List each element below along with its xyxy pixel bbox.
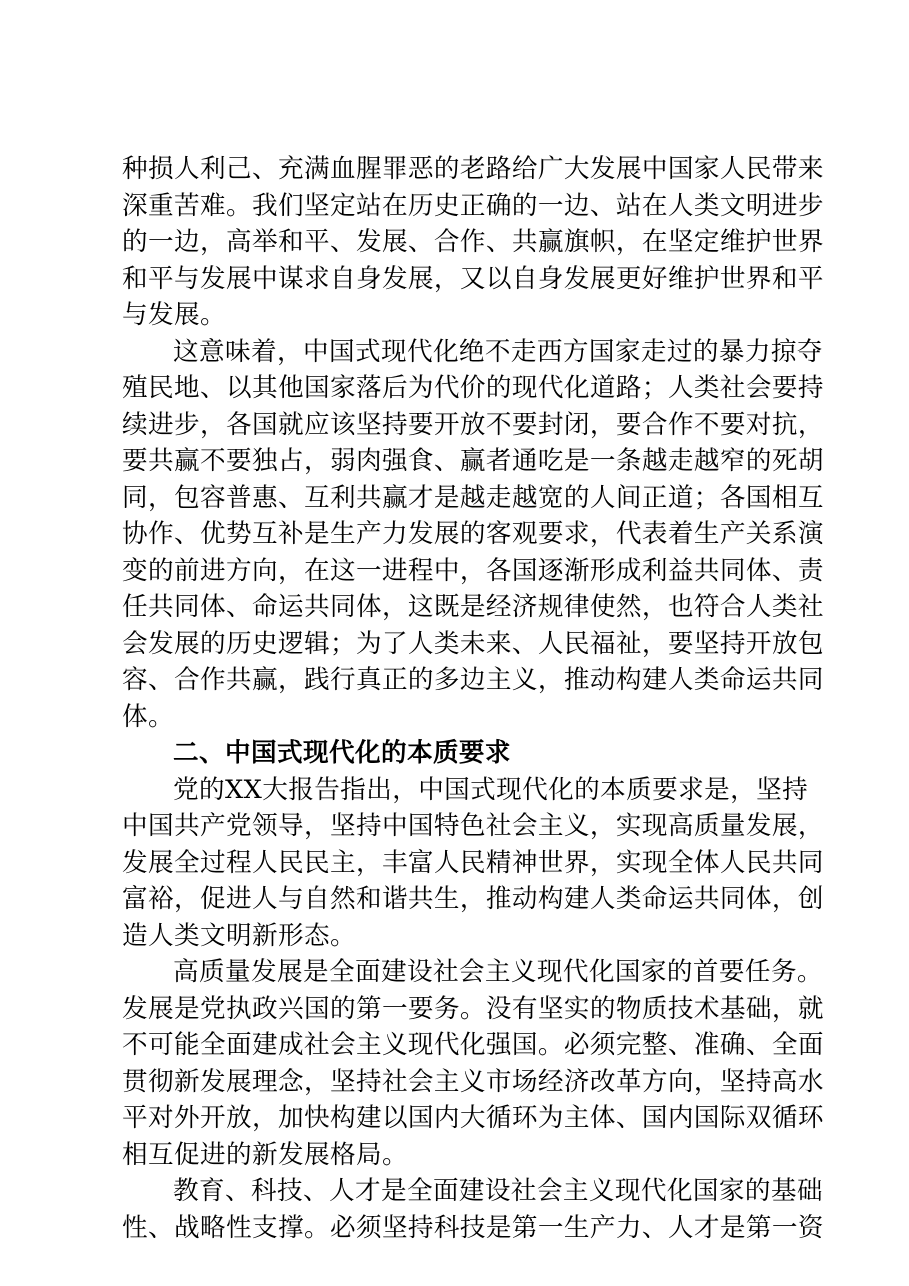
text-line: 性、战略性支撑。必须坚持科技是第一生产力、人才是第一资 bbox=[122, 1212, 824, 1243]
text-line: 发展是党执政兴国的第一要务。没有坚实的物质技术基础，就 bbox=[122, 993, 824, 1024]
text-line: 中国共产党领导，坚持中国特色社会主义，实现高质量发展， bbox=[122, 811, 824, 841]
text-line: 协作、优势互补是生产力发展的客观要求，代表着生产关系演 bbox=[122, 519, 824, 549]
text-line: 高质量发展是全面建设社会主义现代化国家的首要任务。 bbox=[173, 957, 823, 987]
heading-text: 二、中国式现代化的本质要求 bbox=[173, 738, 511, 768]
text-line: 富裕，促进人与自然和谐共生，推动构建人类命运共同体，创 bbox=[122, 884, 824, 914]
text-line: 种损人利己、充满血腥罪恶的老路给广大发展中国家人民带来 bbox=[122, 154, 824, 184]
text-line: 不可能全面建成社会主义现代化强国。必须完整、准确、全面 bbox=[122, 1030, 824, 1060]
text-line: 发展全过程人民民主，丰富人民精神世界，实现全体人民共同 bbox=[122, 847, 824, 878]
text-line: 会发展的历史逻辑；为了人类未来、人民福祉，要坚持开放包 bbox=[122, 628, 824, 659]
paragraph bbox=[122, 334, 824, 736]
text-line: 殖民地、以其他国家落后为代价的现代化道路；人类社会要持 bbox=[122, 373, 824, 403]
paragraph bbox=[122, 151, 824, 334]
text-line: 造人类文明新形态。 bbox=[122, 920, 356, 951]
text-line: 变的前进方向，在这一进程中，各国逐渐形成利益共同体、责 bbox=[122, 555, 824, 586]
text-line: 教育、科技、人才是全面建设社会主义现代化国家的基础 bbox=[173, 1176, 823, 1206]
text-line: 体。 bbox=[122, 701, 174, 732]
text-line: 这意味着，中国式现代化绝不走西方国家走过的暴力掠夺 bbox=[173, 336, 823, 367]
paragraph bbox=[122, 772, 824, 955]
text-line: 要共赢不要独占，弱肉强食、赢者通吃是一条越走越窄的死胡 bbox=[122, 446, 824, 476]
section-heading bbox=[122, 735, 798, 772]
paragraph bbox=[122, 1173, 824, 1246]
text-line: 任共同体、命运共同体，这既是经济规律使然，也符合人类社 bbox=[122, 592, 824, 622]
paragraph bbox=[122, 954, 824, 1173]
text-line: 贯彻新发展理念，坚持社会主义市场经济改革方向，坚持高水 bbox=[122, 1066, 824, 1097]
text-line: 平对外开放，加快构建以国内大循环为主体、国内国际双循环 bbox=[122, 1103, 824, 1133]
document-body bbox=[122, 151, 824, 1246]
text-line: 相互促进的新发展格局。 bbox=[122, 1139, 408, 1170]
text-line: 容、合作共赢，践行真正的多边主义，推动构建人类命运共同 bbox=[122, 665, 824, 695]
text-line: 的一边，高举和平、发展、合作、共赢旗帜，在坚定维护世界 bbox=[122, 227, 824, 257]
text-line: 深重苦难。我们坚定站在历史正确的一边、站在人类文明进步 bbox=[122, 190, 824, 221]
text-line: 和平与发展中谋求自身发展，又以自身发展更好维护世界和平 bbox=[122, 263, 824, 294]
text-line: 与发展。 bbox=[122, 300, 226, 330]
text-line: 同，包容普惠、互利共赢才是越走越宽的人间正道；各国相互 bbox=[122, 482, 824, 513]
text-line: 续进步，各国就应该坚持要开放不要封闭，要合作不要对抗， bbox=[122, 409, 824, 440]
text-line: 党的XX大报告指出，中国式现代化的本质要求是，坚持 bbox=[173, 774, 809, 805]
